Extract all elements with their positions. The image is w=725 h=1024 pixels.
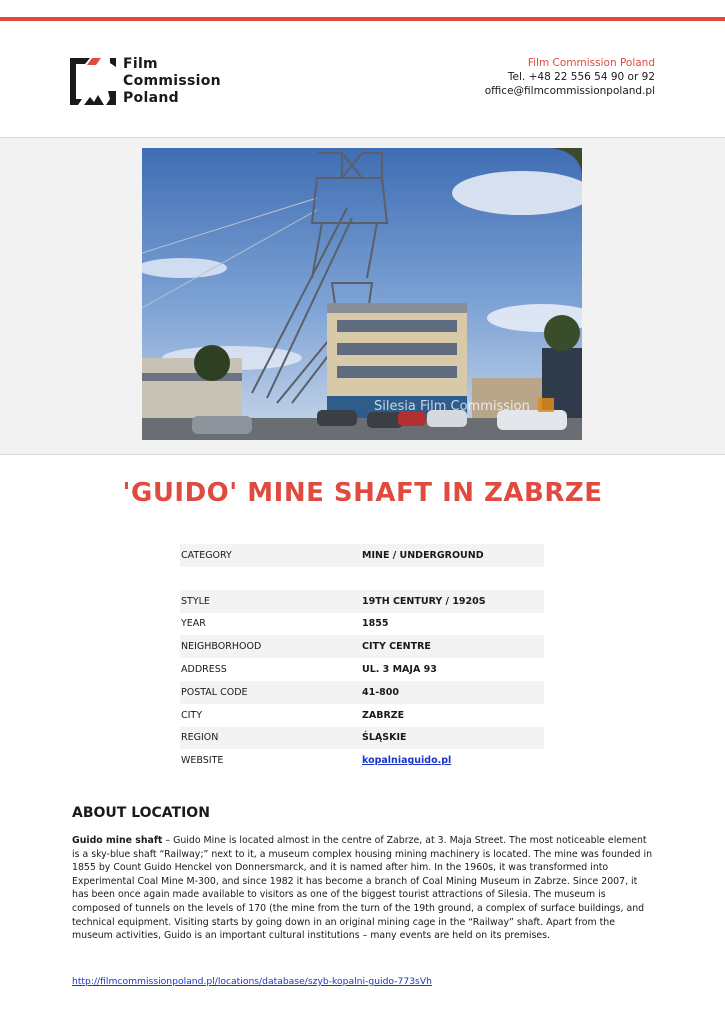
spec-label: NEIGHBORHOOD (181, 641, 262, 653)
about-heading: ABOUT LOCATION (72, 805, 210, 821)
divider (0, 454, 725, 455)
spec-value (362, 755, 451, 766)
spec-row-style (180, 590, 544, 613)
spec-label: REGION (181, 732, 219, 744)
contact-email: office@filmcommissionpoland.pl (484, 85, 655, 97)
about-paragraph (72, 834, 654, 943)
spec-row-region (180, 727, 544, 750)
spec-row-year (180, 613, 544, 636)
spec-label: STYLE (181, 595, 210, 607)
logo-wordmark (123, 56, 221, 107)
spec-label: POSTAL CODE (181, 686, 248, 698)
website-link[interactable]: kopalniaguido.pl (362, 755, 452, 767)
spec-value: MINE / UNDERGROUND (362, 549, 484, 561)
spec-value: UL. 3 MAJA 93 (362, 664, 437, 676)
spec-value: CITY CENTRE (362, 641, 431, 653)
clapper-frame-icon (68, 55, 118, 107)
about-lead: Guido mine shaft (72, 835, 163, 846)
spec-label: ADDRESS (181, 664, 227, 676)
contact-phone: Tel. +48 22 556 54 90 or 92 (507, 71, 655, 83)
page-header (0, 21, 725, 137)
logo-line-1: Film (123, 56, 158, 72)
spec-value: 19TH CENTURY / 1920S (362, 595, 486, 607)
spec-value: 41-800 (362, 686, 399, 698)
spec-row-postal-code (180, 681, 544, 704)
spec-label: CITY (181, 709, 203, 721)
spec-gap (180, 567, 544, 590)
spec-label: YEAR (181, 618, 206, 630)
spec-row-city (180, 704, 544, 727)
spec-row-neighborhood (180, 635, 544, 658)
contact-org-name: Film Commission Poland (527, 57, 655, 69)
logo-line-3: Poland (123, 90, 179, 106)
film-commission-poland-logo (68, 55, 238, 109)
source-url-link[interactable]: http://filmcommissionpoland.pl/locations/database/szyb-kopalni-guido-773sVh (72, 976, 432, 987)
about-body: – Guido Mine is located almost in the centre of Zabrze, at 3. Maja Street. The most noticeable element is a sky-blue shaft “Railway;” next to it, a museum complex housing mining machinery is located. The mine was founded in 1855 by Count Guido Henckel von Donnersmarck, and it is named after him. In the 1960s, it was transformed into Experimental Coal Mine M-300, and since 1982 it has become a branch of Coal Mining Museum in Zabrze. Since 2007, it has been once again made available to visitors as one of the biggest tourist attractions of Silesia. The museum is composed of tunnels on the levels of 170 (the mine from the turn of the 19th ground, a complex of surface buildings, and technical equipment. Visiting starts by going down in an original mining cage in the “Railway” shaft. Apart from the museum activities, Guido is an important cultural institutions – many events are held on its premises. (72, 835, 653, 942)
spec-row-address (180, 658, 544, 681)
spec-row-website (180, 749, 544, 772)
spec-value: ŚLĄSKIE (362, 732, 407, 744)
spec-value: ZABRZE (362, 709, 405, 721)
spec-value: 1855 (362, 618, 389, 630)
photo-band (0, 138, 725, 454)
location-photo (142, 148, 582, 440)
location-specs-table (180, 544, 544, 772)
contact-block (485, 56, 655, 98)
spec-label: WEBSITE (181, 755, 224, 767)
spec-row-category (180, 544, 544, 567)
page-title: 'GUIDO' MINE SHAFT IN ZABRZE (122, 478, 603, 508)
photo-watermark: Silesia Film Commission (374, 399, 530, 414)
spec-label: CATEGORY (181, 549, 232, 561)
logo-line-2: Commission (123, 73, 221, 89)
